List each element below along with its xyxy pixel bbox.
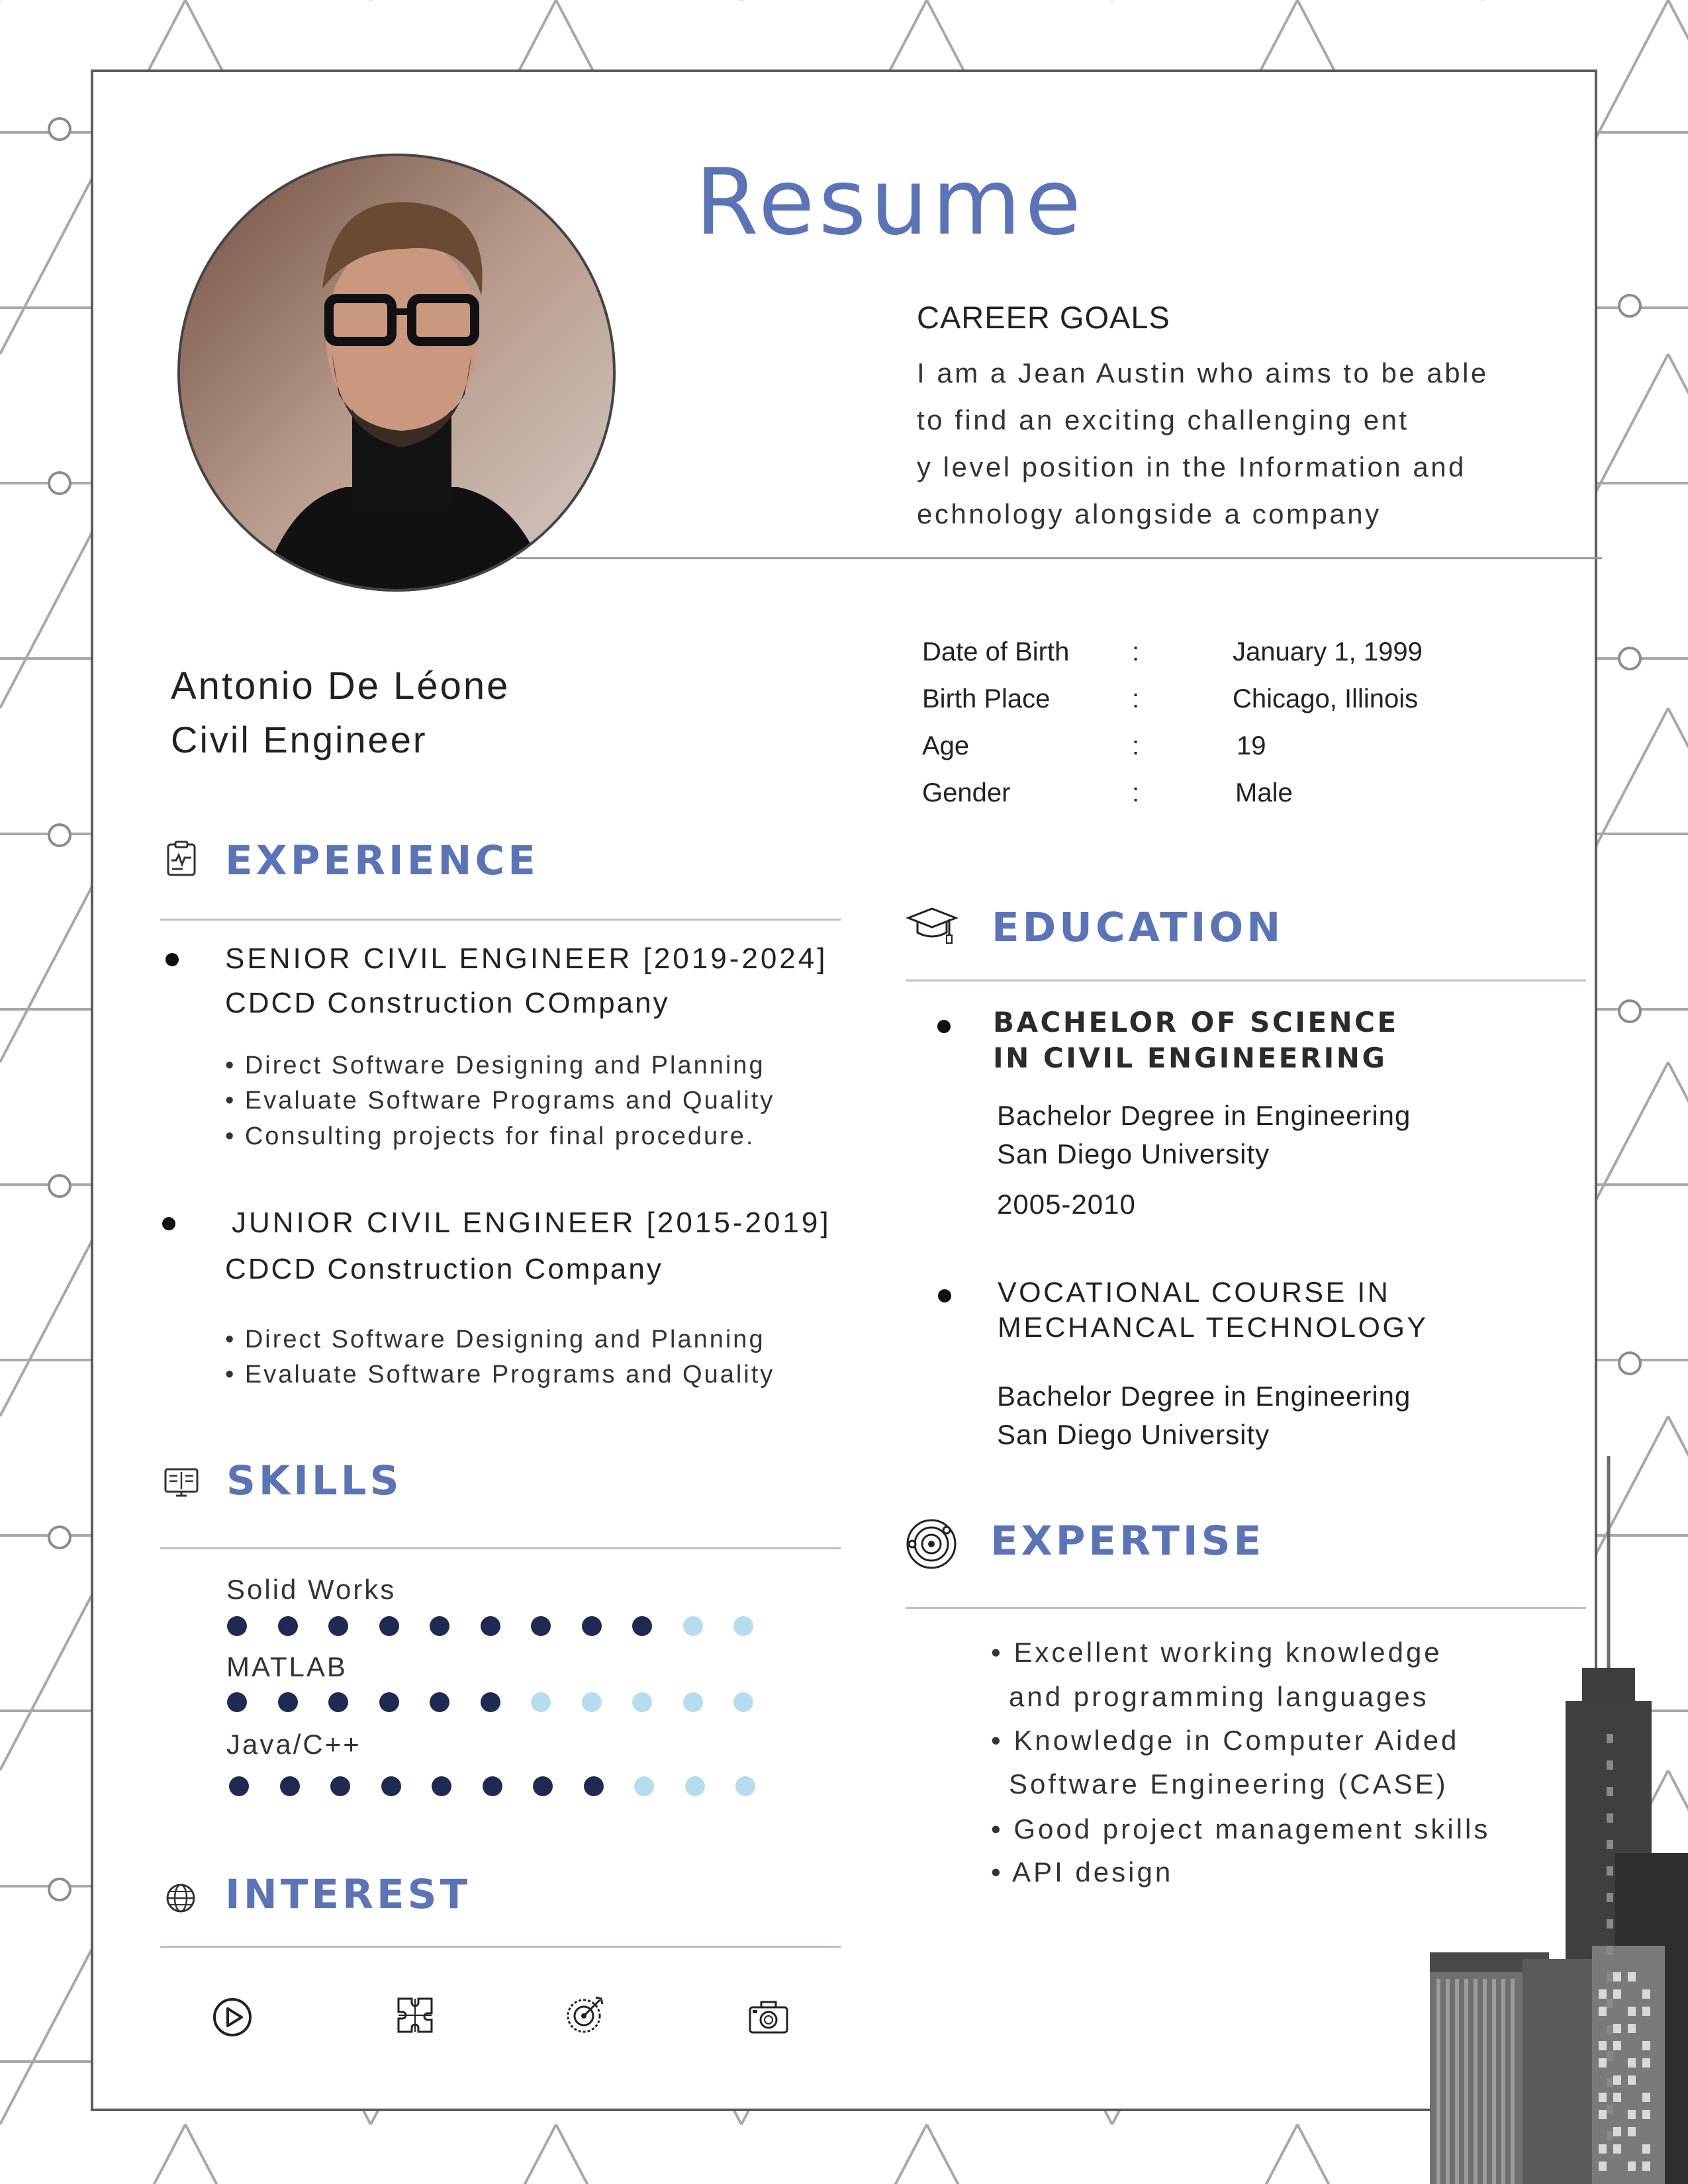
skill-dot-empty (733, 1692, 753, 1712)
skill-dot-filled (584, 1776, 604, 1796)
info-colon: : (1132, 731, 1140, 760)
edu-title: MECHANCAL TECHNOLOGY (998, 1312, 1429, 1343)
info-value-gender: Male (1235, 778, 1293, 807)
expertise-heading: EXPERTISE (990, 1518, 1265, 1565)
skill-dot-filled (227, 1616, 247, 1636)
experience-heading: EXPERIENCE (225, 837, 539, 884)
info-value-dob: January 1, 1999 (1233, 637, 1423, 666)
portrait-photo (180, 156, 616, 592)
expertise-item: • Excellent working knowledge (991, 1637, 1442, 1668)
skill-dot-filled (531, 1616, 551, 1636)
experience-rule (160, 919, 841, 921)
info-label-gender: Gender (922, 778, 1011, 807)
skill-name: Solid Works (226, 1574, 397, 1605)
expertise-item: and programming languages (1009, 1681, 1429, 1712)
skill-dot-filled (278, 1692, 298, 1712)
skill-dot-filled (483, 1776, 502, 1796)
skill-dot-filled (328, 1616, 348, 1636)
skill-dot-filled (582, 1616, 602, 1636)
target-icon (904, 1517, 959, 1571)
skill-name: MATLAB (226, 1651, 348, 1682)
skill-dot-filled (330, 1776, 350, 1796)
skill-name: Java/C++ (226, 1729, 361, 1760)
info-colon: : (1132, 778, 1140, 807)
skill-dot-filled (430, 1692, 449, 1712)
skill-dot-empty (735, 1776, 755, 1796)
job-bullet (162, 1217, 175, 1230)
interest-rule (160, 1946, 841, 1948)
info-value-age: 19 (1237, 731, 1266, 760)
edu-title: VOCATIONAL COURSE IN (998, 1277, 1391, 1308)
info-colon: : (1132, 684, 1140, 713)
edu-title: BACHELOR OF SCIENCE (993, 1006, 1399, 1038)
expertise-item: • Good project management skills (991, 1813, 1491, 1844)
skill-dot-filled (280, 1776, 300, 1796)
skill-dot-empty (582, 1692, 602, 1712)
skill-dot-filled (481, 1692, 500, 1712)
job-company: CDCD Construction Company (225, 1253, 663, 1285)
info-label-birthplace: Birth Place (922, 684, 1051, 713)
skill-dot-filled (328, 1692, 348, 1712)
graduation-cap-icon (906, 903, 959, 956)
career-goals-line: y level position in the Information and (917, 451, 1466, 482)
profile-photo (177, 154, 616, 592)
career-goals-line: to find an exciting challenging ent (917, 404, 1409, 435)
skill-dot-filled (432, 1776, 451, 1796)
info-value-birthplace: Chicago, Illinois (1233, 684, 1419, 713)
edu-detail: Bachelor Degree in Engineering (997, 1381, 1411, 1412)
career-goals-line: echnology alongside a company (917, 498, 1382, 529)
education-rule (906, 979, 1586, 981)
candidate-name: Antonio De Léone (171, 664, 510, 707)
skill-dot-filled (379, 1692, 399, 1712)
skills-rule (160, 1547, 841, 1549)
info-label-age: Age (922, 731, 970, 760)
skill-dot-empty (685, 1776, 705, 1796)
education-heading: EDUCATION (992, 904, 1284, 951)
skill-dot-filled (278, 1616, 298, 1636)
skill-rating (227, 1692, 770, 1715)
skill-dot-empty (634, 1776, 654, 1796)
page-title: Resume (695, 149, 1086, 255)
job-bullet (165, 953, 179, 966)
skill-dot-filled (227, 1692, 247, 1712)
skill-dot-filled (632, 1616, 652, 1636)
skill-dot-empty (683, 1692, 703, 1712)
city-skyline-decoration (1430, 1456, 1688, 2184)
skill-dot-filled (430, 1616, 449, 1636)
job-title: JUNIOR CIVIL ENGINEER [2015-2019] (232, 1206, 831, 1239)
career-goals-heading: CAREER GOALS (917, 300, 1170, 335)
edu-detail: San Diego University (997, 1138, 1270, 1169)
edu-detail: Bachelor Degree in Engineering (997, 1100, 1411, 1131)
skill-dot-filled (229, 1776, 249, 1796)
edu-bullet (938, 1289, 951, 1302)
computer-book-icon (163, 1465, 200, 1502)
header-divider (516, 557, 1602, 559)
globe-icon (164, 1882, 197, 1915)
clipboard-icon (163, 841, 200, 878)
skill-rating (229, 1776, 772, 1799)
edu-detail: 2005-2010 (997, 1189, 1136, 1220)
skill-dot-filled (533, 1776, 553, 1796)
skill-dot-filled (379, 1616, 399, 1636)
skill-dot-empty (632, 1692, 652, 1712)
play-icon (211, 1995, 254, 2039)
info-label-dob: Date of Birth (922, 637, 1070, 666)
puzzle-icon (393, 1993, 437, 2037)
skills-heading: SKILLS (226, 1457, 402, 1504)
skill-dot-empty (733, 1616, 753, 1636)
edu-title: IN CIVIL ENGINEERING (993, 1042, 1387, 1074)
job-duty: • Direct Software Designing and Planning (225, 1052, 765, 1079)
edu-bullet (937, 1020, 951, 1033)
job-company: CDCD Construction COmpany (225, 987, 670, 1019)
job-duty: • Evaluate Software Programs and Quality (225, 1087, 775, 1115)
job-duty: • Direct Software Designing and Planning (225, 1326, 765, 1353)
job-title: SENIOR CIVIL ENGINEER [2019-2024] (225, 942, 828, 975)
career-goals-line: I am a Jean Austin who aims to be able (917, 357, 1489, 388)
skill-dot-empty (531, 1692, 551, 1712)
job-duty: • Evaluate Software Programs and Quality (225, 1361, 775, 1388)
skill-rating (227, 1616, 770, 1639)
info-colon: : (1132, 637, 1140, 666)
job-duty: • Consulting projects for final procedure. (225, 1122, 755, 1150)
interest-heading: INTEREST (225, 1871, 471, 1918)
edu-detail: San Diego University (997, 1419, 1270, 1450)
skill-dot-filled (481, 1616, 500, 1636)
dartboard-icon (564, 1992, 608, 2036)
skill-dot-filled (381, 1776, 401, 1796)
skill-dot-empty (683, 1616, 703, 1636)
expertise-item: • API design (991, 1856, 1174, 1888)
candidate-role: Civil Engineer (171, 719, 428, 760)
expertise-item: • Knowledge in Computer Aided (991, 1725, 1460, 1756)
expertise-item: Software Engineering (CASE) (1009, 1768, 1448, 1799)
camera-icon (747, 1995, 790, 2039)
